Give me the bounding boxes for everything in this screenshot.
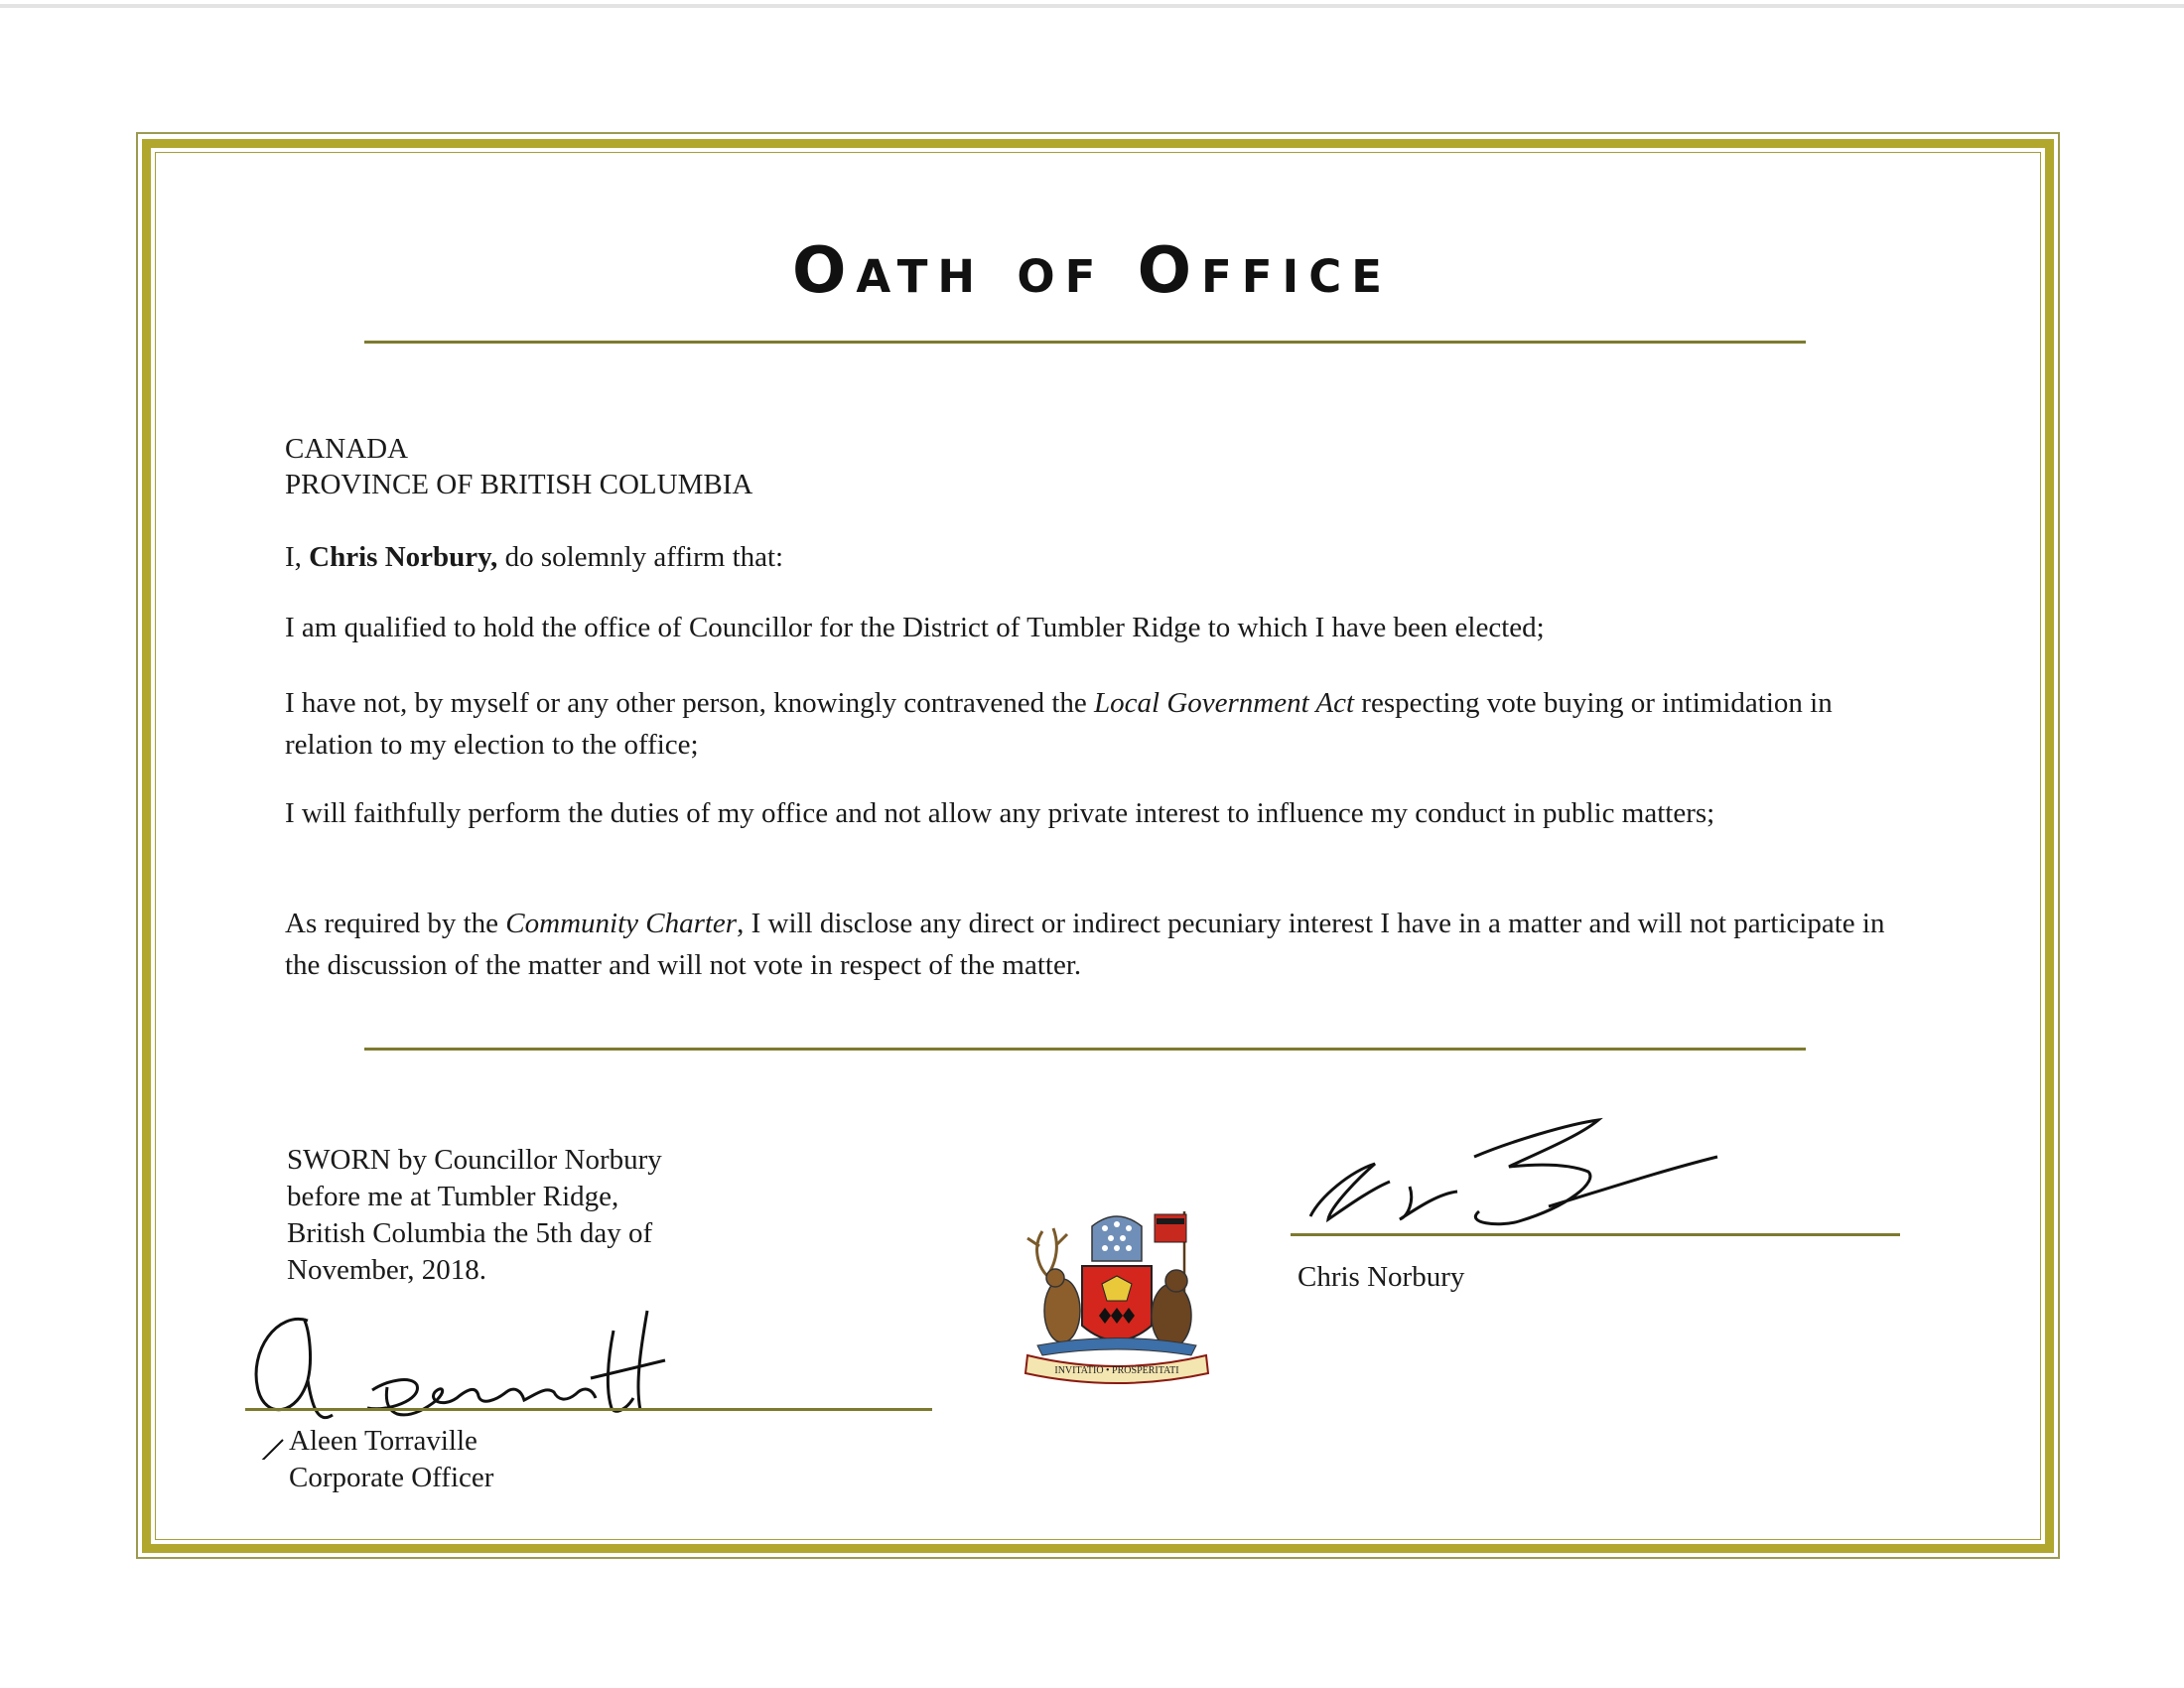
sworn-statement (287, 1142, 803, 1289)
witness-caption (289, 1423, 493, 1496)
contravention-text-start: I have not, by myself or any other person, knowingly contravened the (285, 687, 1095, 719)
councillor-caption: Chris Norbury (1297, 1261, 1465, 1293)
community-charter-title: Community Charter (505, 908, 738, 939)
qualification-paragraph: I am qualified to hold the office of Councillor for the District of Tumbler Ridge to which I have been elected; (285, 612, 1545, 643)
sworn-line-4: November, 2018. (287, 1254, 486, 1286)
disclosure-text-end: , I will disclose any direct or indirect pecuniary interest I have in a matter and will not participate in the discussion of the matter and will not vote in respect of the matter. (285, 908, 1885, 981)
affirmation-prefix: I, (285, 541, 310, 573)
jurisdiction-country: CANADA (285, 433, 409, 465)
sworn-line-1: SWORN by Councillor Norbury (287, 1144, 662, 1176)
councillor-signature (1300, 1112, 1797, 1241)
crest-motto: INVITATIO • PROSPERITATI (1054, 1365, 1179, 1376)
jurisdiction-province: PROVINCE OF BRITISH COLUMBIA (285, 469, 753, 500)
no-contravention-paragraph (285, 682, 1893, 766)
duties-paragraph: I will faithfully perform the duties of my office and not allow any private interest to influence my conduct in public matters; (285, 797, 1715, 829)
disclosure-text-start: As required by the (285, 908, 506, 939)
jurisdiction-block (285, 429, 1893, 500)
witness-role: Corporate Officer (289, 1462, 494, 1493)
disclosure-paragraph (285, 903, 1893, 986)
signature-divider (364, 1048, 1806, 1051)
affirmant-name: Chris Norbury, (309, 541, 498, 573)
local-government-act-title: Local Government Act (1094, 687, 1355, 719)
sworn-line-2: before me at Tumbler Ridge, (287, 1181, 619, 1212)
certificate-title: Oath of Office (791, 234, 1393, 308)
witness-signature-line (245, 1408, 932, 1411)
contravention-text-end: respecting vote buying or intimidation in relation to my election to the office; (285, 687, 1833, 761)
witness-name: Aleen Torraville (289, 1425, 478, 1457)
sworn-line-3: British Columbia the 5th day of (287, 1217, 653, 1249)
affirmation-line (285, 537, 1893, 577)
councillor-signature-line (1291, 1233, 1900, 1236)
scan-edge (0, 4, 2184, 8)
district-coat-of-arms (1018, 1206, 1216, 1395)
title-divider (364, 341, 1806, 344)
affirmation-suffix: do solemnly affirm that: (497, 541, 784, 573)
